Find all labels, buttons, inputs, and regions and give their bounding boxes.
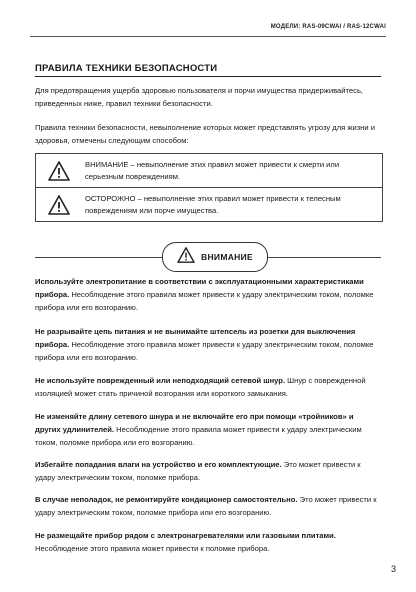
safety-rule <box>35 411 381 449</box>
safety-rule <box>35 326 381 364</box>
intro-paragraph-2: Правила техники безопасности, невыполнение которых может представлять угрозу для жизни и здоровья, отмечены следующим способом: <box>35 123 375 145</box>
warning-legend-text: ВНИМАНИЕ – невыполнение этих правил может привести к смерти или серьезным повреждениям. <box>85 159 340 181</box>
banner-label: ВНИМАНИЕ <box>201 252 253 262</box>
caution-legend-text: ОСТОРОЖНО – невыполнение этих правил может привести к телесным повреждениям или порче имущества. <box>85 193 341 215</box>
safety-rule <box>35 459 381 485</box>
safety-rule <box>35 494 381 520</box>
rule-heading: Используйте электропитание в соответствии с эксплуатационными характеристиками прибора. <box>35 277 364 299</box>
warning-triangle-icon <box>36 188 81 221</box>
models-label: МОДЕЛИ: RAS-09CWAI / RAS-12CWAI <box>270 24 386 30</box>
rule-heading: В случае неполадок, не ремонтируйте кондиционер самостоятельно. <box>35 495 298 504</box>
safety-rule <box>35 375 381 401</box>
rule-heading: Избегайте попадания влаги на устройство и его комплектующие. <box>35 460 282 469</box>
intro-paragraph: Для предотвращения ущерба здоровью пользователя и порчи имущества придерживайтесь, приведенных ниже, правил техники безопасности. <box>35 86 364 108</box>
rule-text: Несоблюдение этого правила может привести к поломке прибора. <box>35 543 270 553</box>
rule-text: Это может привести к удару электрическим током, поломке прибора или его возгоранию. <box>35 495 377 517</box>
page-number: 3 <box>390 564 396 574</box>
warning-legend-row <box>36 154 382 188</box>
safety-rule <box>35 276 381 314</box>
warning-legend-table <box>35 153 383 222</box>
rule-heading: Не разрывайте цепь питания и не вынимайте штепсель из розетки для выключения прибора. <box>35 327 356 349</box>
rule-text: Несоблюдение этого правила может привести к удару электрическим током, поломке прибора или его возгоранию. <box>35 424 362 447</box>
rule-text: Это может привести к удару электрическим током, поломке прибора. <box>35 460 361 482</box>
page-header <box>30 20 386 37</box>
safety-rule <box>35 530 381 556</box>
rule-text: Несоблюдение этого правила может привести к удару электрическим током, поломке прибора или его возгоранию. <box>35 339 374 362</box>
section-title: ПРАВИЛА ТЕХНИКИ БЕЗОПАСНОСТИ <box>35 63 381 77</box>
caution-legend-row <box>36 188 382 221</box>
warning-triangle-icon <box>177 247 195 268</box>
rule-heading: Не используйте поврежденный или неподходящий сетевой шнур. <box>35 376 286 385</box>
rule-heading: Не изменяйте длину сетевого шнура и не включайте его при помощи «тройников» и других удлинителей. <box>35 412 354 434</box>
rule-text: Шнур с поврежденной изоляцией может стать причиной возгорания или короткого замыкания. <box>35 376 366 398</box>
attention-banner <box>162 242 268 272</box>
rule-text: Несоблюдение этого правила может привести к удару электрическим током, поломке прибора или его возгоранию. <box>35 289 374 312</box>
warning-triangle-icon <box>36 154 81 187</box>
rule-heading: Не размещайте прибор рядом с электронагревателями или газовыми плитами. <box>35 531 336 540</box>
